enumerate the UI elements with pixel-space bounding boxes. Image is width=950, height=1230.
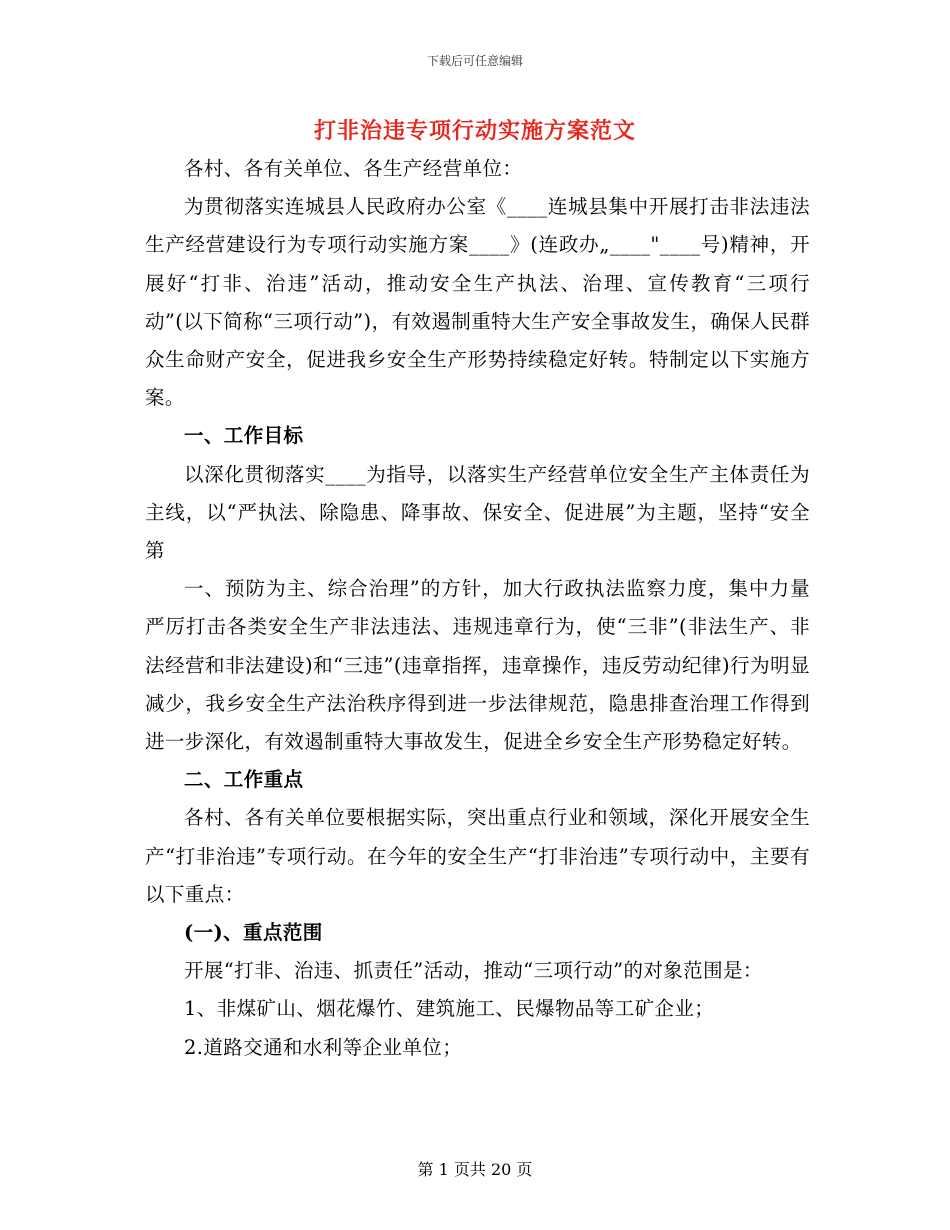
paragraph-scope: 开展“打非、治违、抓责任”活动，推动“三项行动”的对象范围是： [184,959,763,983]
section-heading-focus: 二、工作重点 [184,768,304,792]
paragraph-intro: 为贯彻落实连城县人民政府办公室《____连城县集中开展打击非法违法生产经营建设行为专项行动实施方案____》(连政办„____"____号)精神，开展好“打非、治违”活动，推动安全生产执法、治理、宣传教育“三项行动”(以下简称“三项行动”)，有效遏制重特大生产安全事故发生，确保人民群众生命财产安全，促进我乡安全生产形势持续稳定好转。特制定以下实施方案。 [145,195,810,410]
header-note: 下载后可任意编辑 [426,54,523,68]
paragraph-salutation: 各村、各有关单位、各生产经营单位： [184,157,523,180]
subsection-heading-scope: (一)、重点范围 [184,921,323,945]
paragraph-goals-1: 以深化贯彻落实____为指导，以落实生产经营单位安全生产主体责任为主线，以“严执法、除隐患、降事故、保安全、促进展”为主题，坚持“安全第 [145,462,810,563]
section-heading-goals: 一、工作目标 [184,424,304,448]
page-footer: 第 1 页共 20 页 [417,1160,533,1179]
document-title: 打非治违专项行动实施方案范文 [313,118,636,144]
list-item-1: 1、非煤矿山、烟花爆竹、建筑施工、民爆物品等工矿企业； [184,997,715,1021]
paragraph-goals-2: 一、预防为主、综合治理”的方针，加大行政执法监察力度，集中力量严厉打击各类安全生产非法违法、违规违章行为，使“三非”(非法生产、非法经营和非法建设)和“三违”(违章指挥，违章操作，违反劳动纪律)行为明显减少，我乡安全生产法治秩序得到进一步法律规范，隐患排查治理工作得到进一步深化，有效遏制重特大事故发生，促进全乡安全生产形势稳定好转。 [145,577,810,754]
document-body [145,150,810,1067]
list-item-2: 2.道路交通和水利等企业单位； [184,1035,463,1059]
paragraph-focus: 各村、各有关单位要根据实际，突出重点行业和领域，深化开展安全生产“打非治违”专项行动。在今年的安全生产“打非治违”专项行动中，主要有以下重点： [145,806,810,906]
